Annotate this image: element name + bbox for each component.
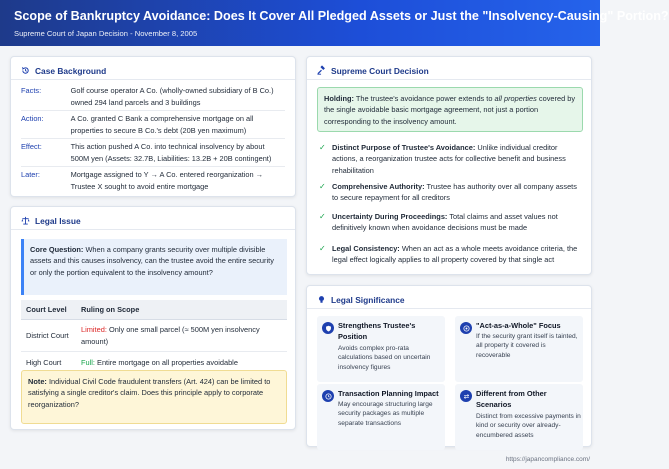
holding-text-pre: The trustee's avoidance power extends to bbox=[353, 94, 495, 103]
decision-card bbox=[306, 56, 592, 275]
significance-item bbox=[317, 384, 445, 450]
decision-point-text bbox=[332, 243, 584, 266]
significance-item-text: Avoids complex pro-rata calculations based on uncertain insolvency figures bbox=[338, 345, 431, 371]
divider bbox=[21, 138, 285, 139]
holding-box bbox=[317, 87, 583, 132]
check-icon: ✓ bbox=[319, 212, 326, 221]
ruling-cell bbox=[76, 324, 287, 347]
bg-label: Later: bbox=[21, 170, 40, 179]
court-cell: High Court bbox=[26, 357, 62, 367]
holding-text-post: covered by the single avoidable basic mortgage agreement, not just a portion corresponding to the insolvency amount. bbox=[324, 94, 576, 126]
point-title: Distinct Purpose of Trustee's Avoidance: bbox=[332, 143, 476, 152]
page-header bbox=[0, 0, 669, 46]
bg-value: Mortgage assigned to Y → A Co. entered reorganization → Trustee X sought to avoid entire mortgage bbox=[70, 170, 264, 191]
ruling-cell bbox=[76, 357, 287, 369]
case-background-header bbox=[11, 62, 295, 80]
significance-item-title: Transaction Planning Impact bbox=[338, 389, 439, 398]
decision-title: Supreme Court Decision bbox=[331, 65, 429, 76]
page-title: Scope of Bankruptcy Avoidance: Does It Cover All Pledged Assets or Just the "Insolvency-Causing" Portion? bbox=[14, 9, 669, 23]
case-background-card bbox=[10, 56, 296, 197]
significance-item bbox=[455, 316, 583, 382]
source-link[interactable]: https://japancompliance.com/ bbox=[505, 456, 590, 463]
note-label: Note: bbox=[28, 377, 47, 386]
legal-issue-card bbox=[10, 206, 296, 430]
bg-row-action bbox=[21, 113, 285, 136]
bg-value: A Co. granted C Bank a comprehensive mortgage on all properties to secure B Co.'s debt (20B yen maximum) bbox=[70, 114, 254, 135]
core-question-text: When a company grants security over multiple divisible assets and this causes insolvency, can the trustee avoid the entire security or only the portion equivalent to the insolvency amount? bbox=[30, 245, 274, 277]
ruling-detail: Entire mortgage on all properties avoidable bbox=[94, 357, 238, 367]
target-icon bbox=[460, 322, 472, 334]
decision-point bbox=[319, 211, 585, 234]
rulings-table bbox=[21, 300, 287, 374]
bulb-icon bbox=[317, 295, 326, 304]
bg-label: Facts: bbox=[21, 86, 42, 95]
significance-item bbox=[455, 384, 583, 450]
court-cell: District Court bbox=[26, 330, 69, 340]
legal-issue-title: Legal Issue bbox=[35, 215, 81, 226]
significance-card bbox=[306, 285, 592, 447]
bg-row-facts bbox=[21, 85, 285, 108]
decision-point-text bbox=[332, 211, 584, 234]
bg-value: This action pushed A Co. into technical insolvency by about 500M yen (Assets: 32.7B, Liabilities: 13.2B + 20B contingent) bbox=[70, 142, 272, 163]
decision-point bbox=[319, 243, 585, 266]
significance-item-title: Strengthens Trustee's Position bbox=[338, 321, 416, 341]
shield-icon bbox=[322, 322, 334, 334]
point-title: Comprehensive Authority: bbox=[332, 182, 425, 191]
point-title: Uncertainty During Proceedings: bbox=[332, 212, 448, 221]
bg-label: Effect: bbox=[21, 142, 42, 151]
significance-item-title: "Act-as-a-Whole" Focus bbox=[476, 321, 561, 330]
ruling-status-limited: Limited: bbox=[81, 325, 107, 334]
table-row bbox=[21, 320, 287, 352]
bg-row-later bbox=[21, 169, 285, 192]
significance-item-text: May encourage structuring large security packages as multiple separate transactions bbox=[338, 401, 433, 427]
point-title: Legal Consistency: bbox=[332, 244, 400, 253]
significance-title: Legal Significance bbox=[331, 294, 405, 305]
bg-label: Action: bbox=[21, 114, 44, 123]
core-question-label: Core Question: bbox=[30, 245, 84, 254]
note-text: Individual Civil Code fraudulent transfers (Art. 424) can be limited to satisfying a single creditor's claim. Does this principle apply to corporate reorganization? bbox=[28, 377, 271, 409]
significance-header bbox=[307, 291, 591, 309]
bg-row-effect bbox=[21, 141, 285, 164]
significance-item-text: If the security grant itself is tainted, all property it covered is recoverable bbox=[476, 333, 578, 359]
point-body: When an act as a whole meets avoidance criteria, the legal effect logically applies to all property covered by that single act bbox=[332, 244, 578, 265]
decision-header bbox=[307, 62, 591, 80]
divider bbox=[21, 110, 285, 111]
table-header bbox=[21, 300, 287, 320]
check-icon: ✓ bbox=[319, 143, 326, 152]
scale-icon bbox=[21, 216, 30, 225]
col-header-ruling: Ruling on Scope bbox=[81, 304, 140, 314]
decision-point bbox=[319, 181, 585, 204]
col-header-court: Court Level bbox=[26, 304, 67, 314]
page-subtitle: Supreme Court of Japan Decision - November 8, 2005 bbox=[14, 29, 198, 38]
compare-icon bbox=[460, 390, 472, 402]
gavel-icon bbox=[317, 66, 326, 75]
point-body: Unlike individual creditor actions, a reorganization trustee acts for collective benefit and business rehabilitation bbox=[332, 143, 566, 175]
decision-point-text bbox=[332, 181, 584, 204]
check-icon: ✓ bbox=[319, 182, 326, 191]
holding-label: Holding: bbox=[324, 94, 354, 103]
significance-item bbox=[317, 316, 445, 382]
ruling-status-full: Full: bbox=[81, 357, 95, 367]
case-background-title: Case Background bbox=[35, 65, 107, 76]
significance-item-text: Distinct from excessive payments in kind or security over already-encumbered assets bbox=[476, 413, 581, 439]
legal-issue-header bbox=[11, 212, 295, 230]
point-body: Trustee has authority over all company assets to secure repayment for all creditors bbox=[332, 182, 577, 203]
ruling-detail: Only one small parcel (≈ 500M yen insolvency amount) bbox=[81, 325, 260, 346]
history-icon bbox=[21, 66, 30, 75]
decision-point-text bbox=[332, 142, 584, 176]
note-box bbox=[21, 370, 287, 424]
significance-item-title: Different from Other Scenarios bbox=[476, 389, 547, 409]
clock-icon bbox=[322, 390, 334, 402]
bg-value: Golf course operator A Co. (wholly-owned subsidiary of B Co.) owned 294 land parcels and 3 buildings bbox=[70, 86, 274, 107]
point-body: Total claims and asset values not definitively known when avoidance decisions must be made bbox=[332, 212, 558, 233]
core-question bbox=[21, 239, 287, 295]
holding-text-em: all properties bbox=[494, 94, 537, 103]
check-icon: ✓ bbox=[319, 244, 326, 253]
divider bbox=[21, 166, 285, 167]
decision-point bbox=[319, 142, 585, 176]
